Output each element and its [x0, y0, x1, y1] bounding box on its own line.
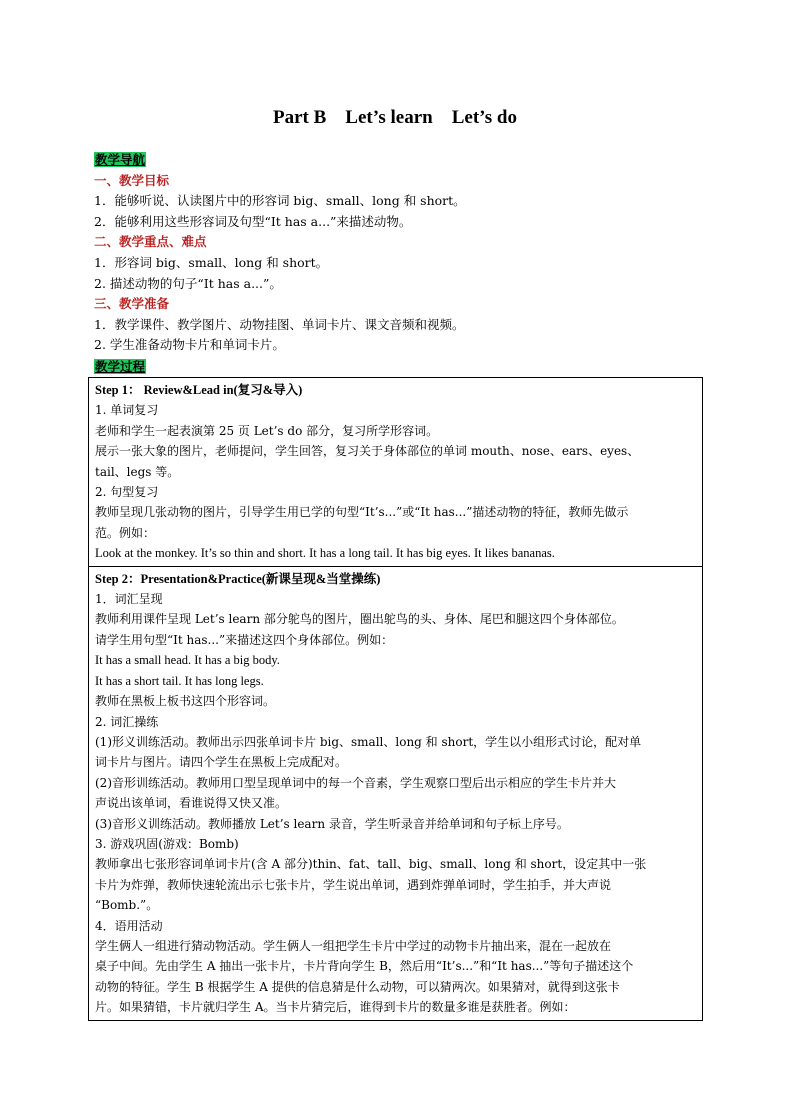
- goal-item-2: 2．能够利用这些形容词及句型“It has a...”来描述动物。: [94, 213, 412, 229]
- step-1-header: Step 1： Review&Lead in(复习&导入): [95, 383, 303, 397]
- preparation-item-1: 1．教学课件、教学图片、动物挂图、单词卡片、课文音频和视频。: [94, 316, 465, 332]
- step-1-line: tail、legs 等。: [95, 464, 180, 479]
- goal-item-1: 1．能够听说、认读图片中的形容词 big、small、long 和 short。: [94, 193, 466, 209]
- step-2-line: 教师拿出七张形容词单词卡片(含 A 部分)thin、fat、tall、big、small、long 和 short，设定其中一张: [95, 857, 647, 872]
- step-2-line: (1)形义训练活动。教师出示四张单词卡片 big、small、long 和 short，学生以小组形式讨论，配对单: [95, 734, 642, 749]
- step-1-line: 范。例如：: [95, 525, 156, 540]
- step-1-line: 老师和学生一起表演第 25 页 Let’s do 部分，复习所学形容词。: [95, 423, 439, 438]
- step-2-line: (3)音形义训练活动。教师播放 Let’s learn 录音，学生听录音并给单词和句子标上序号。: [95, 816, 569, 831]
- page-title: Part B Let’s learn Let’s do: [273, 107, 517, 128]
- step-2-line: 教师在黑板上板书这四个形容词。: [95, 694, 276, 709]
- step-2-line: (2)音形训练活动。教师用口型呈现单词中的每一个音素，学生观察口型后出示相应的学生卡片并大: [95, 775, 617, 790]
- step-2-line: 桌子中间。先由学生 A 抽出一张卡片，卡片背向学生 B，然后用“It’s...”和“It has...”等句子描述这个: [95, 959, 634, 974]
- key-point-item-1: 1．形容词 big、small、long 和 short。: [94, 254, 329, 270]
- step-1-line: 教师呈现几张动物的图片，引导学生用已学的句型“It’s...”或“It has...”描述动物的特征，教师先做示: [95, 505, 629, 520]
- section-heading-goals: 一、教学目标: [94, 172, 170, 188]
- step-2-row: [89, 566, 703, 1020]
- step-2-line: 3. 游戏巩固(游戏：Bomb): [95, 836, 239, 851]
- intro-section: [94, 150, 704, 356]
- step-2-line: 动物的特征。学生 B 根据学生 A 提供的信息猜是什么动物，可以猜两次。如果猜对，就得到这张卡: [95, 979, 620, 994]
- process-label: 教学过程: [95, 359, 146, 374]
- step-1-row: [89, 378, 703, 567]
- section-heading-key-points: 二、教学重点、难点: [94, 234, 207, 250]
- key-point-item-2: 2. 描述动物的句子“It has a...”。: [94, 275, 282, 291]
- section-heading-preparation: 三、教学准备: [94, 296, 170, 312]
- step-2-line: 学生俩人一组进行猜动物活动。学生俩人一组把学生卡片中学过的动物卡片抽出来，混在一起放在: [95, 938, 612, 953]
- step-2-cell: [89, 566, 703, 1020]
- step-1-cell: [89, 378, 703, 567]
- step-2-header: Step 2：Presentation&Practice(新课呈现&当堂操练): [95, 571, 381, 586]
- steps-table: [88, 377, 703, 1021]
- step-2-line: 词卡片与图片。请四个学生在黑板上完成配对。: [95, 755, 348, 770]
- step-2-line: 4．语用活动: [95, 918, 163, 933]
- preparation-item-2: 2. 学生准备动物卡片和单词卡片。: [94, 337, 285, 353]
- step-2-line: 声说出该单词，看谁说得又快又准。: [95, 796, 288, 811]
- step-1-line: Look at the monkey. It’s so thin and short. It has a long tail. It has big eyes. It likes bananas.: [95, 546, 555, 561]
- step-2-line: It has a small head. It has a big body.: [95, 653, 280, 668]
- step-2-line: 卡片为炸弹，教师快速轮流出示七张卡片，学生说出单词，遇到炸弹单词时，学生拍手，并大声说: [95, 877, 612, 892]
- step-2-line: 教师利用课件呈现 Let’s learn 部分鸵鸟的图片，圈出鸵鸟的头、身体、尾巴和腿这四个身体部位。: [95, 612, 624, 627]
- nav-label: 教学导航: [95, 152, 146, 167]
- step-2-line: 2. 词汇操练: [95, 714, 159, 729]
- process-heading-row: [94, 357, 146, 377]
- step-1-line: 2. 句型复习: [95, 485, 159, 500]
- nav-heading-row: [94, 150, 704, 171]
- step-1-line: 展示一张大象的图片，老师提问，学生回答，复习关于身体部位的单词 mouth、nose、ears、eyes、: [95, 444, 640, 459]
- step-2-line: It has a short tail. It has long legs.: [95, 673, 264, 688]
- step-2-line: 1．词汇呈现: [95, 592, 163, 607]
- step-2-line: “Bomb.”。: [95, 898, 159, 913]
- step-1-line: 1. 单词复习: [95, 403, 159, 418]
- step-2-line: 请学生用句型“It has...”来描述这四个身体部位。例如：: [95, 632, 394, 647]
- step-2-line: 片。如果猜错，卡片就归学生 A。当卡片猜完后，谁得到卡片的数量多谁是获胜者。例如：: [95, 1000, 576, 1015]
